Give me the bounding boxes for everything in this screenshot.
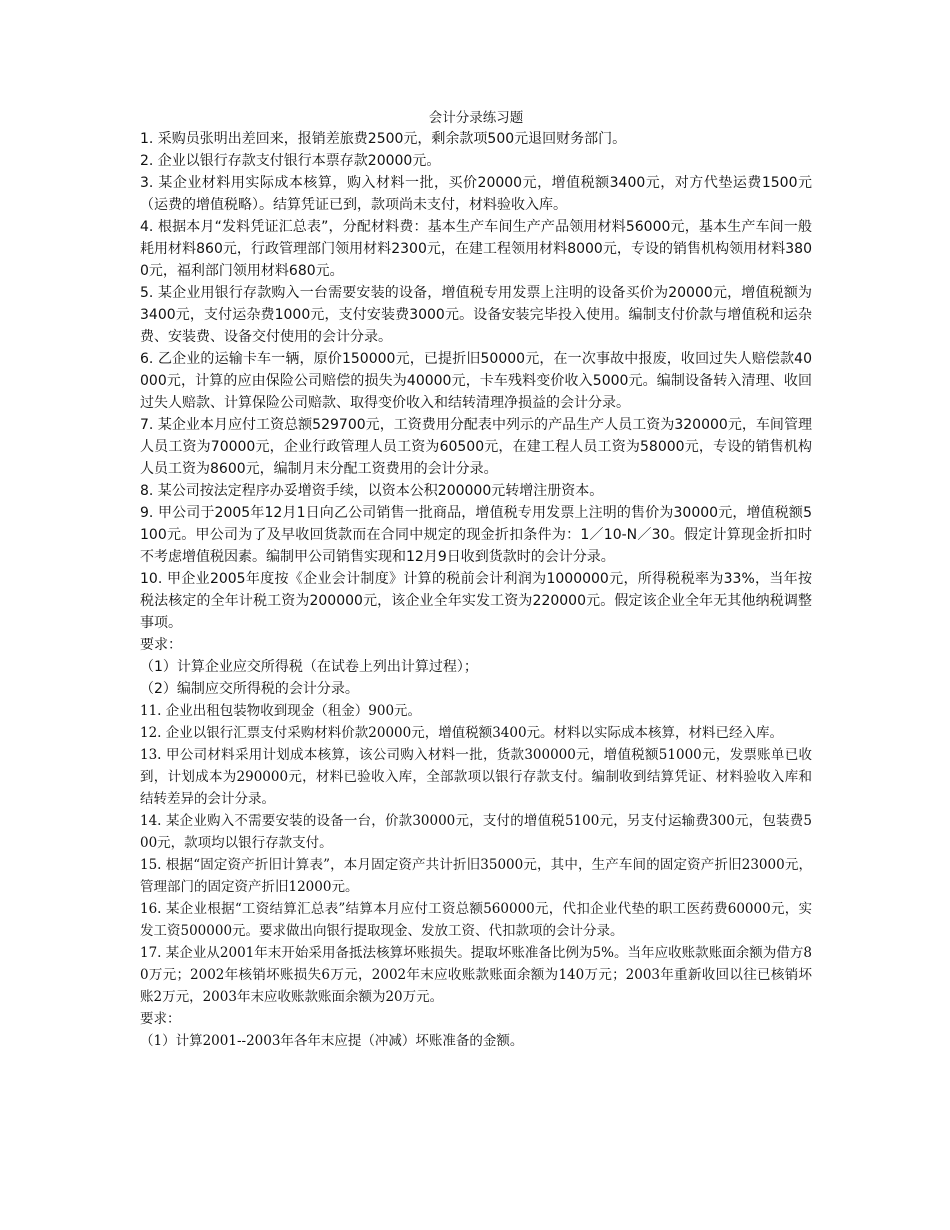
question-2: 2. 企业以银行存款支付银行本票存款20000元。 [140, 153, 441, 169]
question-15: 15. 根据“固定资产折旧计算表”，本月固定资产共计折旧35000元，其中，生产车间的固定资产折旧23000元，管理部门的固定资产折旧12000元。 [140, 857, 812, 895]
document-page [140, 108, 812, 1052]
question-16: 16. 某企业根据“工资结算汇总表”结算本月应付工资总额560000元，代扣企业代垫的职工医药费60000元，实发工资500000元。要求做出向银行提取现金、发放工资、代扣款项的会计分录。 [140, 901, 812, 939]
question-4: 4. 根据本月“发料凭证汇总表”，分配材料费：基本生产车间生产产品领用材料56000元，基本生产车间一般耗用材料860元，行政管理部门领用材料2300元，在建工程领用材料8000元，专设的销售机构领用材料3800元，福利部门领用材料680元。 [140, 219, 812, 279]
question-17: 17. 某企业从2001年末开始采用备抵法核算坏账损失。提取坏账准备比例为5%。当年应收账款账面余额为借方80万元；2002年核销坏账损失6万元，2002年末应收账款账面余额为140万元；2003年重新收回以往已核销坏账2万元，2003年末应收账款账面余额为20万元。 [140, 945, 812, 1005]
question-6: 6. 乙企业的运输卡车一辆，原价150000元，已提折旧50000元，在一次事故中报废，收回过失人赔偿款40000元，计算的应由保险公司赔偿的损失为40000元，卡车残料变价收入5000元。编制设备转入清理、收回过失人赔款、计算保险公司赔款、取得变价收入和结转清理净损益的会计分录。 [140, 351, 812, 411]
requirement-item: （1）计算企业应交所得税（在试卷上列出计算过程）； [140, 659, 478, 675]
question-7: 7. 某企业本月应付工资总额529700元，工资费用分配表中列示的产品生产人员工资为320000元，车间管理人员工资为70000元，企业行政管理人员工资为60500元，在建工程人员工资为58000元，专设的销售机构人员工资为8600元，编制月末分配工资费用的会计分录。 [140, 417, 812, 477]
question-5: 5. 某企业用银行存款购入一台需要安装的设备，增值税专用发票上注明的设备买价为20000元，增值税额为3400元，支付运杂费1000元，支付安装费3000元。设备安装完毕投入使用。编制支付价款与增值税和运杂费、安装费、设备交付使用的会计分录。 [140, 285, 812, 345]
requirement-item: （1）计算2001--2003年各年末应提（冲减）坏账准备的金额。 [140, 1033, 524, 1049]
question-14: 14. 某企业购入不需要安装的设备一台，价款30000元，支付的增值税5100元，另支付运输费300元，包装费500元，款项均以银行存款支付。 [140, 813, 812, 851]
document-title: 会计分录练习题 [428, 110, 524, 126]
question-11: 11. 企业出租包装物收到现金（租金）900元。 [140, 703, 422, 719]
question-9: 9. 甲公司于2005年12月1日向乙公司销售一批商品，增值税专用发票上注明的售价为30000元，增值税额5100元。甲公司为了及早收回货款而在合同中规定的现金折扣条件为：1／10-N／30。假定计算现金折扣时不考虑增值税因素。编制甲公司销售实现和12月9日收到货款时的会计分录。 [140, 505, 812, 565]
question-1: 1. 采购员张明出差回来，报销差旅费2500元，剩余款项500元退回财务部门。 [140, 131, 627, 147]
requirement-heading: 要求： [140, 1011, 181, 1027]
question-8: 8. 某公司按法定程序办妥增资手续，以资本公积200000元转增注册资本。 [140, 483, 604, 499]
question-12: 12. 企业以银行汇票支付采购材料价款20000元，增值税额3400元。材料以实际成本核算，材料已经入库。 [140, 725, 784, 741]
question-10: 10. 甲企业2005年度按《企业会计制度》计算的税前会计利润为1000000元，所得税税率为33%，当年按税法核定的全年计税工资为200000元，该企业全年实发工资为220000元。假定该企业全年无其他纳税调整事项。 [140, 571, 812, 631]
question-13: 13. 甲公司材料采用计划成本核算，该公司购入材料一批，货款300000元，增值税额51000元，发票账单已收到，计划成本为290000元，材料已验收入库，全部款项以银行存款支付。编制收到结算凭证、材料验收入库和结转差异的会计分录。 [140, 747, 812, 807]
question-3: 3. 某企业材料用实际成本核算，购入材料一批，买价20000元，增值税额3400元，对方代垫运费1500元（运费的增值税略）。结算凭证已到，款项尚未支付，材料验收入库。 [140, 175, 812, 213]
requirement-heading: 要求： [140, 637, 182, 653]
requirement-item: （2）编制应交所得税的会计分录。 [140, 681, 359, 697]
